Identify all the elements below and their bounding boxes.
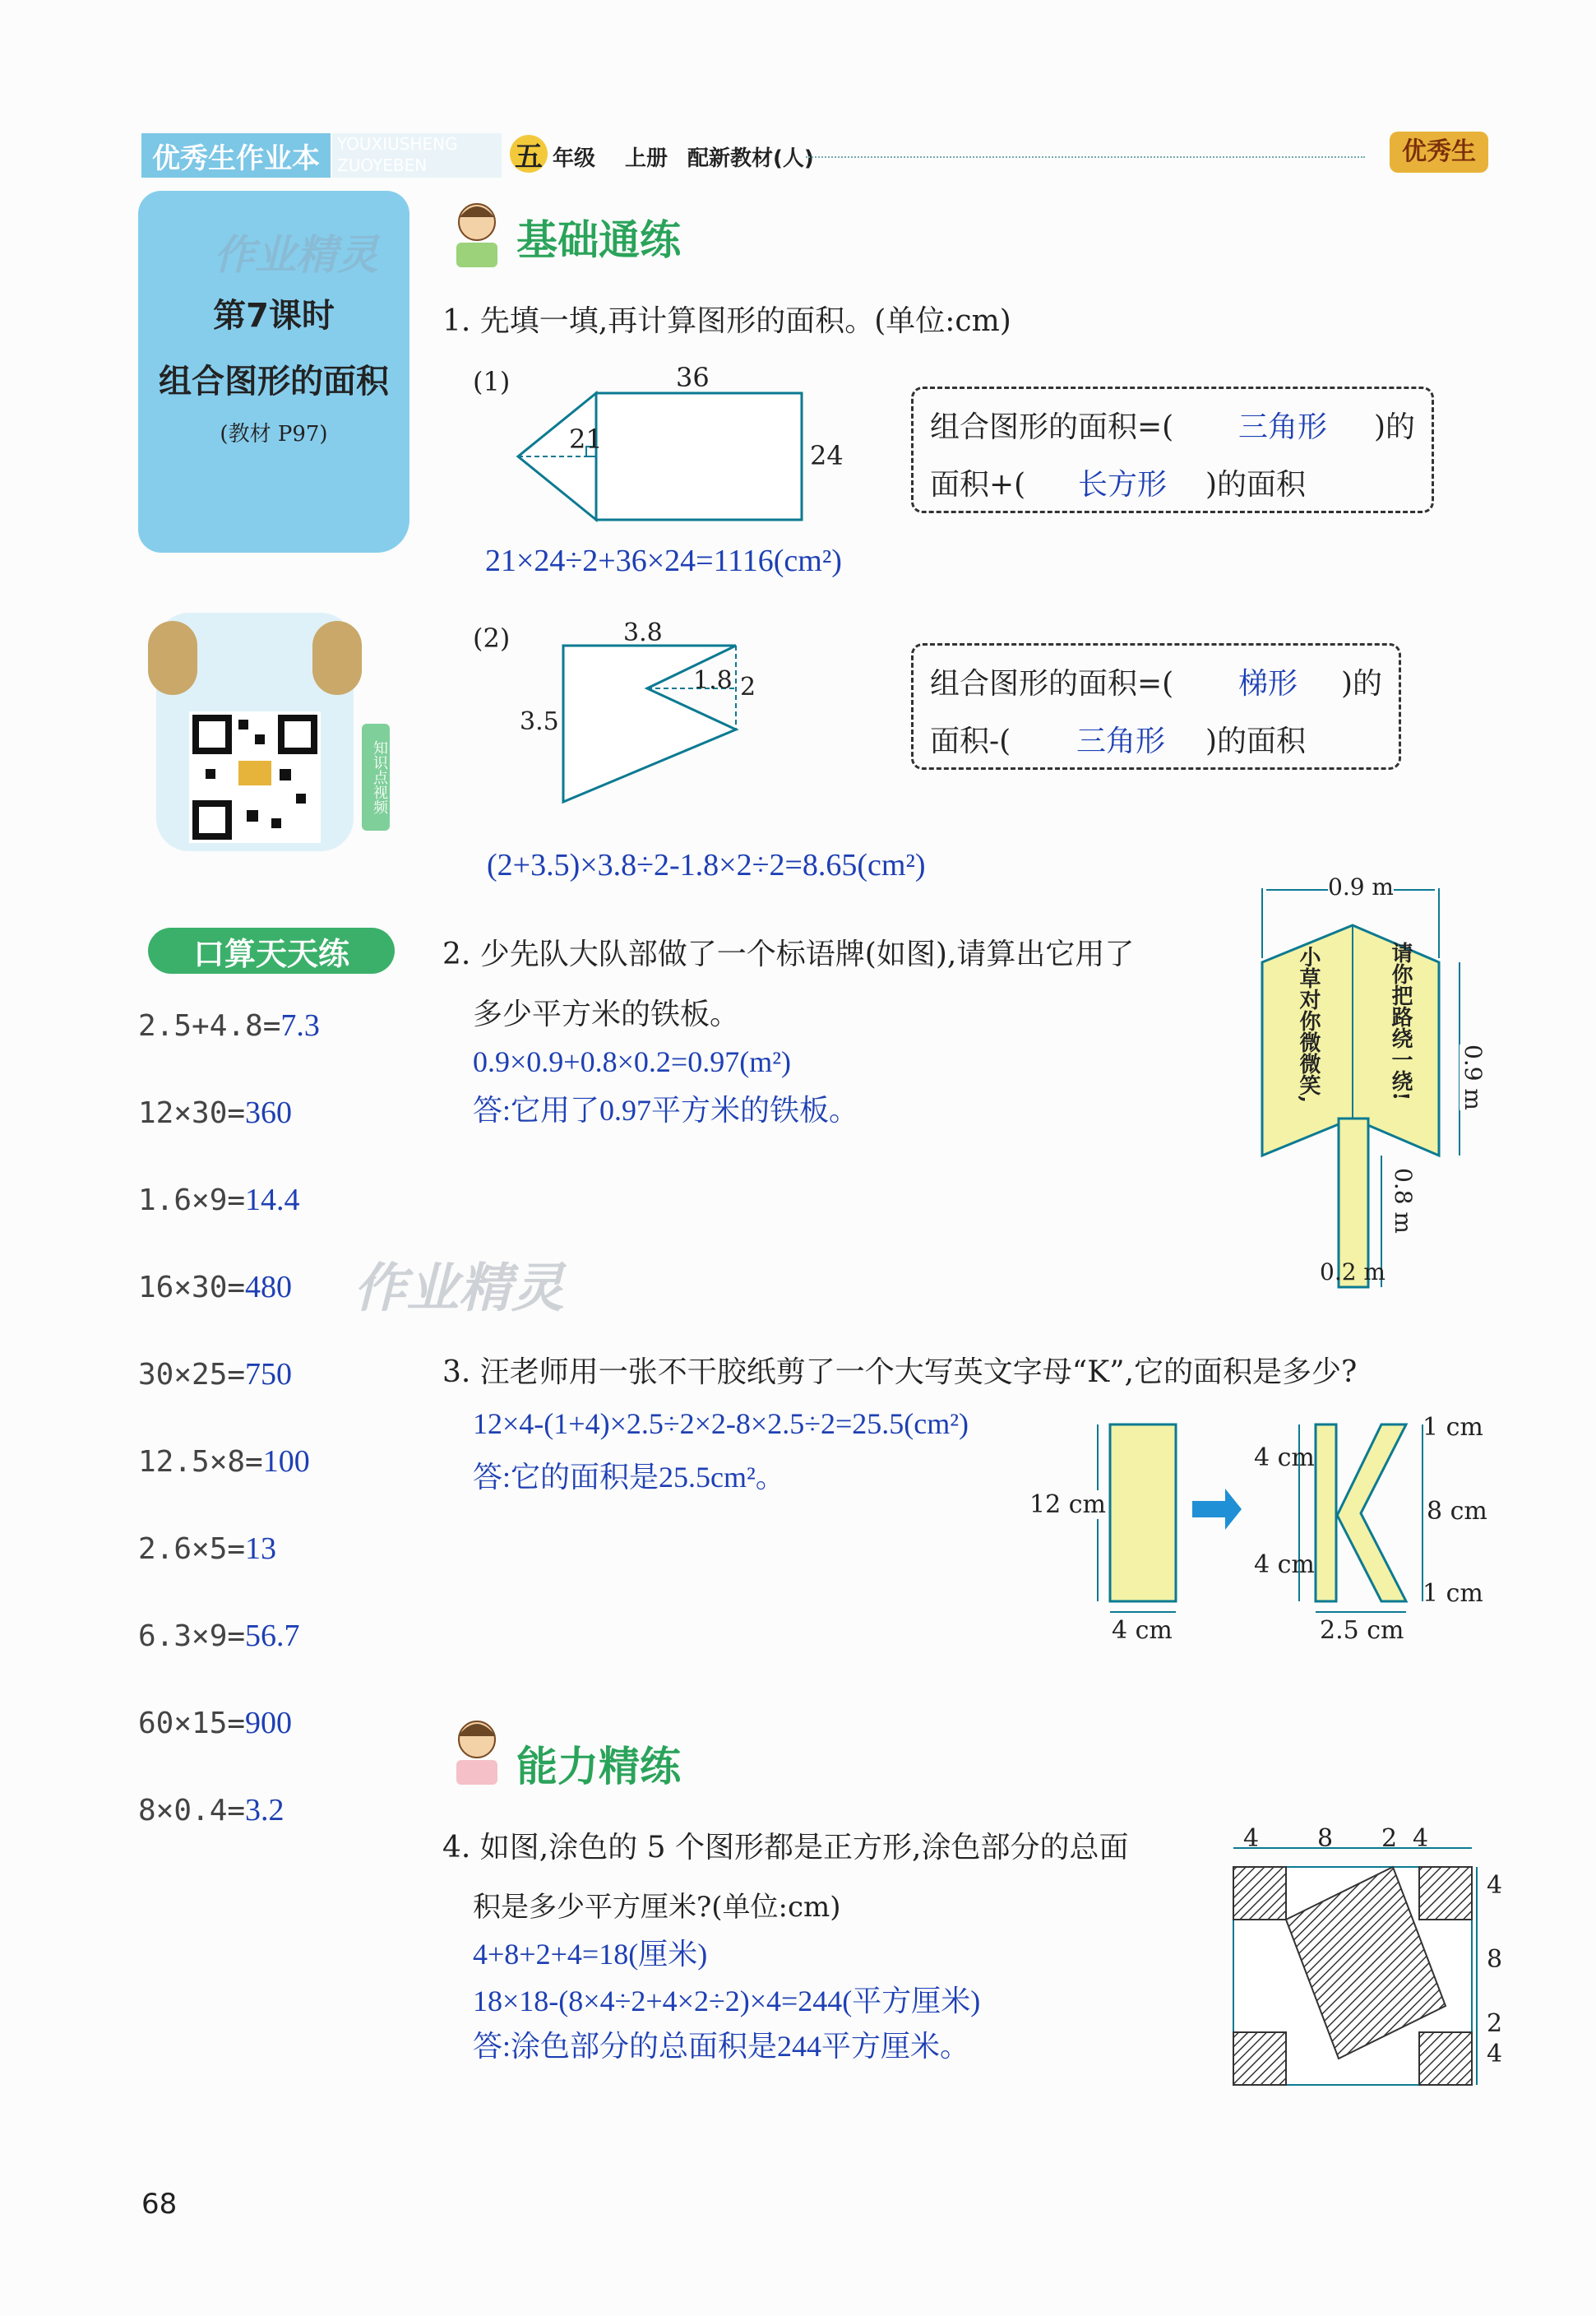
q4-right-dim: 4: [1487, 2040, 1503, 2068]
watermark-mid: 作业精灵: [354, 1258, 564, 1319]
book-pinyin: YOUXIUSHENG ZUOYEBEN: [332, 133, 502, 178]
oral-answer: 100: [262, 1444, 310, 1479]
q1-dim-24: 24: [810, 440, 844, 471]
sign-right-text: 请你把路绕一绕!: [1388, 942, 1413, 1101]
oral-answer: 56.7: [245, 1619, 300, 1653]
fill1-text-c: 面积+(: [930, 468, 1026, 502]
q1-part1-label: (1): [473, 366, 511, 397]
qr-code[interactable]: [189, 711, 321, 843]
oral-answer: 13: [245, 1531, 277, 1566]
fill2-answer-a: 梯形: [1238, 667, 1298, 700]
oral-question: 6.3×9=: [138, 1619, 246, 1653]
q1-text: 1. 先填一填,再计算图形的面积。(单位:cm): [442, 304, 1011, 338]
q1-dim-21: 21: [569, 424, 603, 455]
q2-dim-pole-width: 0.2 m: [1320, 1258, 1386, 1285]
oral-question: 60×15=: [138, 1707, 246, 1740]
q4-top-dim: 8: [1317, 1824, 1334, 1853]
fill1-answer-b: 长方形: [1078, 468, 1168, 501]
q1-dim-36: 36: [676, 362, 710, 393]
sign-left-text: 小草对你微微笑,: [1296, 946, 1321, 1104]
brand-logo: 优秀生: [1390, 132, 1488, 173]
q2-answer: 答:它用了0.97平方米的铁板。: [473, 1094, 859, 1127]
section-oral-title: 口算天天练: [148, 928, 395, 974]
oral-answer: 480: [245, 1270, 293, 1304]
grade-badge: 五: [510, 135, 548, 173]
oral-answer: 750: [245, 1357, 293, 1392]
q4-squares-figure: [1217, 1830, 1488, 2093]
q2-text2: 多少平方米的铁板。: [473, 998, 740, 1031]
edition-label: 配新教材(人): [687, 146, 814, 171]
header-rule: [806, 156, 1365, 158]
q4-right-dim: 2: [1487, 2009, 1503, 2038]
oral-item: [138, 1269, 292, 1305]
q1-figure1: [510, 362, 822, 535]
q3-dim-8: 8 cm: [1427, 1497, 1487, 1526]
oral-question: 30×25=: [138, 1358, 246, 1392]
oral-item: [138, 1095, 292, 1131]
oral-item: [138, 1007, 320, 1044]
oral-item: [138, 1618, 300, 1654]
lesson-number: 第7课时: [213, 297, 335, 335]
q2-text1: 2. 少先队大队部做了一个标语牌(如图),请算出它用了: [442, 938, 1135, 971]
q4-top-dims: [1225, 1824, 1472, 1854]
q1-part2-label: (2): [473, 623, 511, 654]
q4-right-dim: 4: [1487, 1871, 1503, 1900]
watermark-top: 作业精灵: [214, 231, 378, 279]
q4-top-dim: 4: [1243, 1824, 1260, 1853]
q3-answer: 答:它的面积是25.5cm²。: [473, 1461, 785, 1494]
q3-dim-2.5: 2.5 cm: [1320, 1616, 1404, 1645]
fill1-answer-a: 三角形: [1238, 410, 1328, 443]
oral-question: 8×0.4=: [138, 1794, 246, 1827]
q1-dim-3.8: 3.8: [623, 618, 663, 647]
q1-fill-box1: [911, 387, 1434, 513]
q2-dim-top: 0.9 m: [1328, 873, 1394, 901]
oral-answer: 7.3: [280, 1008, 320, 1043]
q4-top-dim: 2: [1381, 1824, 1398, 1853]
lesson-ref: (教材 P97): [220, 422, 328, 447]
video-tab[interactable]: 知识点视频: [362, 724, 390, 831]
q3-dim-1-top: 1 cm: [1423, 1413, 1483, 1442]
q4-text1: 4. 如图,涂色的 5 个图形都是正方形,涂色部分的总面: [442, 1831, 1129, 1864]
q1-dim-1.8: 1.8: [693, 666, 733, 695]
fill2-text-a: 组合图形的面积=(: [930, 667, 1174, 701]
q1-fill-box2: [911, 643, 1401, 770]
oral-item: [138, 1182, 300, 1218]
q1-figure2: [555, 637, 752, 818]
q1-dim-3.5: 3.5: [520, 707, 559, 736]
q2-calc: 0.9×0.9+0.8×0.2=0.97(m²): [473, 1045, 791, 1078]
q3-dim-4: 4 cm: [1112, 1616, 1173, 1645]
q1-dim-2: 2: [740, 673, 756, 702]
q1-calc2: (2+3.5)×3.8÷2-1.8×2÷2=8.65(cm²): [487, 848, 926, 882]
fill1-text-b: )的: [1374, 410, 1416, 444]
q4-top-dim: 4: [1413, 1824, 1429, 1853]
q2-dim-right: 0.9 m: [1460, 1045, 1487, 1110]
oral-answer: 360: [245, 1095, 293, 1130]
oral-question: 16×30=: [138, 1271, 246, 1304]
q4-answer: 答:涂色部分的总面积是244平方厘米。: [473, 2030, 970, 2063]
boy-reading-icon: [448, 197, 506, 271]
fill1-text-d: )的面积: [1205, 468, 1307, 502]
q2-dim-pole: 0.8 m: [1390, 1168, 1417, 1234]
mascot-dog: [156, 613, 354, 851]
lesson-title: 组合图形的面积: [159, 363, 389, 401]
section-basic-title: 基础通练: [516, 216, 681, 264]
fill1-text-a: 组合图形的面积=(: [930, 410, 1174, 444]
oral-item: [138, 1705, 292, 1741]
fill2-text-c: 面积-(: [930, 725, 1011, 758]
oral-question: 2.5+4.8=: [138, 1009, 281, 1043]
oral-question: 2.6×5=: [138, 1532, 246, 1566]
grade-label: 年级: [553, 146, 596, 171]
q3-dim-12: 12 cm: [1029, 1490, 1106, 1519]
girl-reading-icon: [448, 1715, 506, 1789]
q4-calc2: 18×18-(8×4÷2+4×2÷2)×4=244(平方厘米): [473, 1985, 981, 2017]
term-label: 上册: [625, 146, 668, 171]
oral-answer: 3.2: [245, 1793, 285, 1827]
oral-answer: 900: [245, 1706, 293, 1740]
section-ability-title: 能力精练: [516, 1743, 681, 1790]
fill2-text-b: )的: [1341, 667, 1383, 701]
page-number: 68: [141, 2188, 178, 2221]
q3-dim-4-bottom: 4 cm: [1254, 1550, 1315, 1579]
book-title: 优秀生作业本: [141, 133, 331, 178]
oral-item: [138, 1531, 276, 1567]
oral-item: [138, 1792, 285, 1828]
oral-question: 12.5×8=: [138, 1445, 263, 1479]
q3-dim-1-bottom: 1 cm: [1423, 1579, 1483, 1608]
q1-calc1: 21×24÷2+36×24=1116(cm²): [485, 544, 842, 578]
q3-calc: 12×4-(1+4)×2.5÷2×2-8×2.5÷2=25.5(cm²): [473, 1407, 969, 1440]
oral-question: 12×30=: [138, 1096, 246, 1130]
q4-text2: 积是多少平方厘米?(单位:cm): [473, 1891, 841, 1924]
fill2-text-d: )的面积: [1205, 725, 1307, 758]
q4-right-dim: 8: [1487, 1945, 1503, 1974]
oral-item: [138, 1443, 310, 1480]
oral-answer: 14.4: [245, 1183, 300, 1217]
q4-right-dims: [1487, 1871, 1516, 2068]
fill2-answer-b: 三角形: [1076, 725, 1166, 757]
q3-dim-4-top: 4 cm: [1254, 1443, 1315, 1472]
q4-calc1: 4+8+2+4=18(厘米): [473, 1938, 708, 1971]
oral-question: 1.6×9=: [138, 1183, 246, 1217]
q3-text: 3. 汪老师用一张不干胶纸剪了一个大写英文字母“K”,它的面积是多少?: [442, 1355, 1358, 1389]
oral-item: [138, 1356, 292, 1392]
